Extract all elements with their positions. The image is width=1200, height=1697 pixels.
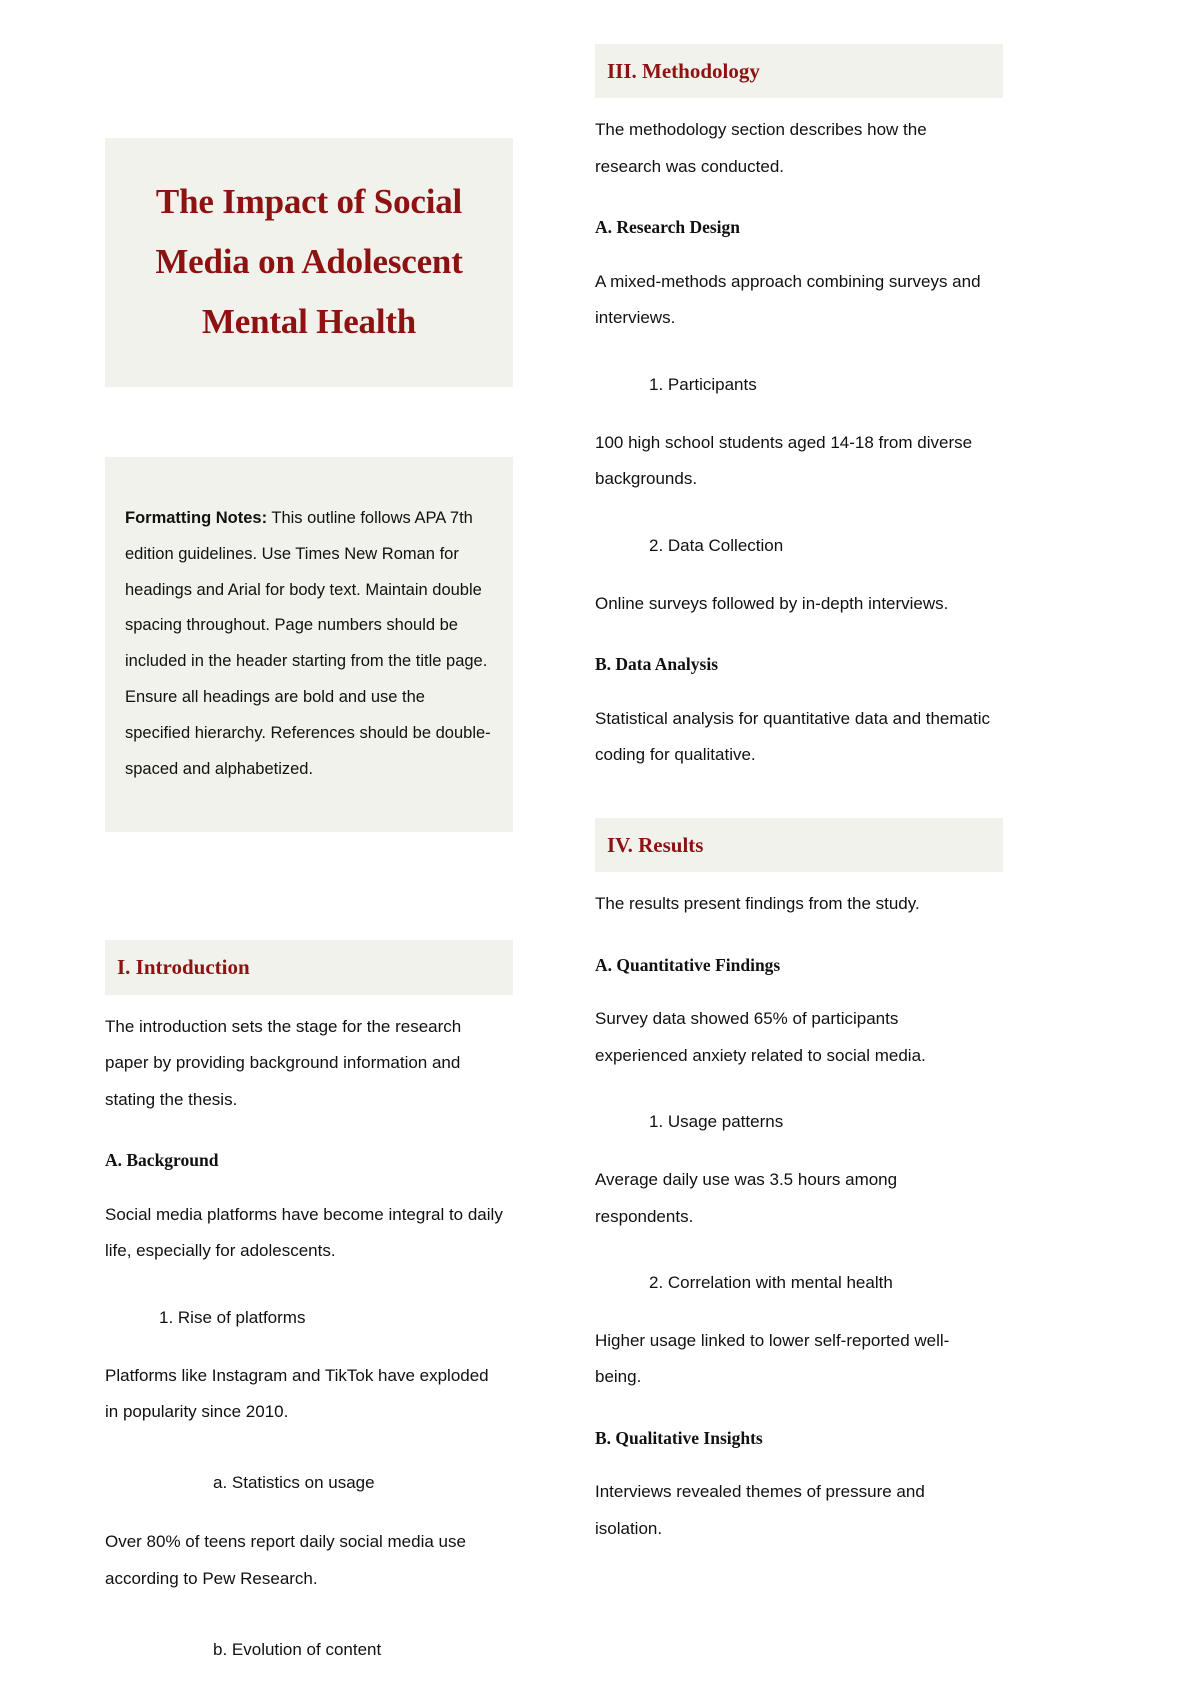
section-heading-band xyxy=(595,818,1003,872)
right-column-content xyxy=(595,44,995,1548)
formatting-notes-body: This outline follows APA 7th edition guidelines. Use Times New Roman for headings and Arial for body text. Maintain double spacing throughout. Page numbers should be included in the header starting from the title page. Ensure all headings are bold and use the specified hierarchy. References should be double-spaced and alphabetized. xyxy=(125,508,491,779)
body-paragraph: Over 80% of teens report daily social media use according to Pew Research. xyxy=(105,1532,466,1589)
formatting-notes-text xyxy=(125,501,493,789)
body-paragraph: A mixed-methods approach combining surveys and interviews. xyxy=(595,271,981,328)
subheading-a-research-design: A. Research Design xyxy=(595,217,741,238)
body-paragraph: Social media platforms have become integral to daily life, especially for adolescents. xyxy=(105,1204,503,1261)
section-heading-i-introduction: I. Introduction xyxy=(117,955,250,980)
page-title: The Impact of Social Media on Adolescent Mental Health xyxy=(155,182,463,342)
body-paragraph: The introduction sets the stage for the research paper by providing background information and stating the thesis. xyxy=(105,1016,462,1109)
section-heading-band xyxy=(595,44,1003,98)
left-column-content xyxy=(105,940,505,1661)
right-column xyxy=(595,0,995,1570)
subheading-a-background: A. Background xyxy=(105,1150,219,1171)
formatting-notes-label: Formatting Notes: xyxy=(125,508,268,527)
body-paragraph: Online surveys followed by in-depth interviews. xyxy=(595,593,949,613)
body-paragraph: Interviews revealed themes of pressure and isolation. xyxy=(595,1482,925,1538)
subheading-a-quantitative-findings: A. Quantitative Findings xyxy=(595,954,781,975)
subsubheading-2-correlation-with-mental-health: 2. Correlation with mental health xyxy=(649,1273,893,1293)
subheading-b-data-analysis: B. Data Analysis xyxy=(595,654,719,675)
left-column xyxy=(105,0,505,1691)
body-paragraph: Platforms like Instagram and TikTok have exploded in popularity since 2010. xyxy=(105,1365,489,1422)
subsubheading-2-data-collection: 2. Data Collection xyxy=(649,535,784,555)
body-paragraph: Statistical analysis for quantitative data and thematic coding for qualitative. xyxy=(595,708,990,765)
body-paragraph: Higher usage linked to lower self-reported well-being. xyxy=(595,1330,950,1387)
body-paragraph: The methodology section describes how the research was conducted. xyxy=(595,120,927,176)
subsubheading-1-participants: 1. Participants xyxy=(649,374,757,394)
body-paragraph: The results present findings from the study. xyxy=(595,894,920,914)
section-heading-iii-methodology: III. Methodology xyxy=(607,59,760,83)
body-paragraph: Survey data showed 65% of participants experienced anxiety related to social media. xyxy=(595,1009,926,1065)
section-heading-band xyxy=(105,940,513,994)
formatting-notes-callout xyxy=(105,457,513,833)
detail-heading-a-statistics-on-usage: a. Statistics on usage xyxy=(213,1472,375,1492)
title-block xyxy=(105,138,513,387)
section-heading-iv-results: IV. Results xyxy=(607,832,704,857)
subheading-b-qualitative-insights: B. Qualitative Insights xyxy=(595,1427,763,1448)
detail-heading-b-evolution-of-content: b. Evolution of content xyxy=(213,1639,382,1659)
body-paragraph: 100 high school students aged 14-18 from diverse backgrounds. xyxy=(595,432,973,489)
body-paragraph: Average daily use was 3.5 hours among respondents. xyxy=(595,1169,898,1226)
subsubheading-1-rise-of-platforms: 1. Rise of platforms xyxy=(159,1307,306,1327)
subsubheading-1-usage-patterns: 1. Usage patterns xyxy=(649,1112,784,1132)
